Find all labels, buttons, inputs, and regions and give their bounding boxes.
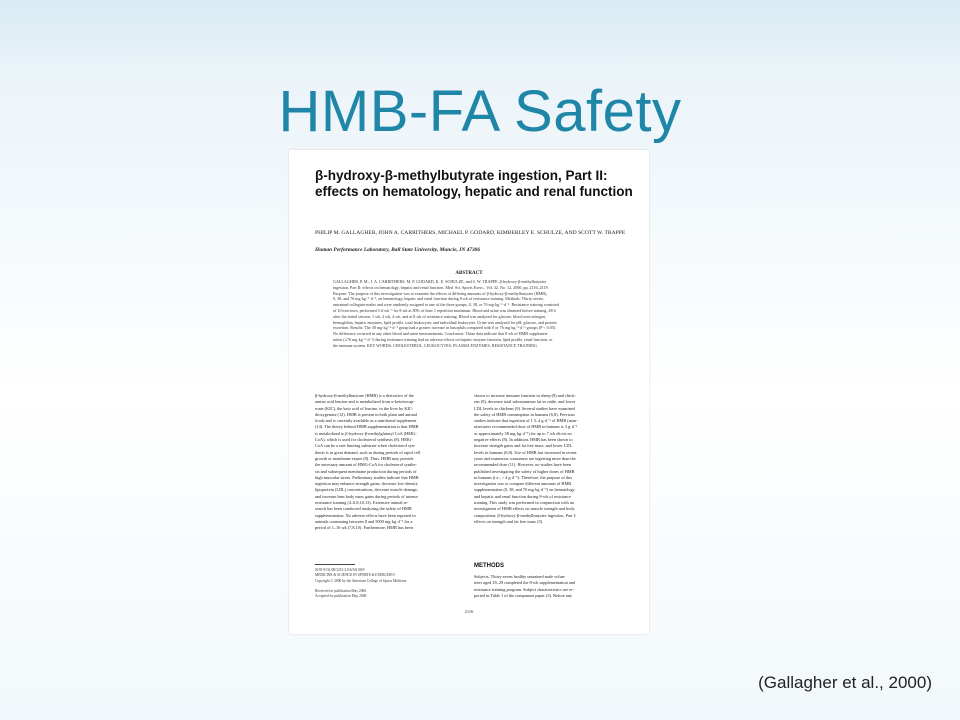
publication-meta [315,568,465,600]
body-text-line: recommended dose (11). However, no studies have been [474,462,571,468]
body-text-line: supplementation. No adverse effects have been reported in [315,512,416,518]
abstract-line: GALLAGHER, P. M., J. A. CARRITHERS, M. P. GODARD, K. E. SCHULZE, and S. W. TRAPPE. β-hydroxy-β-methylbutyrate [333,279,547,284]
body-text-line: investigation was to compare different amounts of HMB [474,481,572,487]
body-text-line: the safety of HMB consumption in humans (6,8). Previous [474,411,575,417]
body-text-line: resistance training (4–6,8,10,13). Extensive animal re- [315,500,409,506]
body-text-line: increase strength gains and fat free mass, and lower LDL [474,443,573,449]
abstract-line: excretion. Results: The 38 mg·kg⁻¹·d⁻¹ group had a greater increase in basophils compared with 0 or 76 mg·kg⁻¹·d⁻¹ groups (P < 0.05). [333,325,557,331]
abstract-line: tation (≤76 mg·kg⁻¹·d⁻¹) during resistance training had no adverse effects on hepatic enzyme function, lipid profile, renal function, or [333,336,553,342]
body-text-line: amino acid leucine and is metabolized from α-ketoisocap- [315,399,415,405]
methods-line: teers aged 18–29 completed the 8-wk supplementation and [474,580,576,586]
body-text-line: published investigating the safety of higher doses of HMB [474,468,575,474]
body-text-line: period of 1–16 wk (7,8,10). Furthermore, HMB has been [315,525,413,531]
body-text-line: animals consuming between 8 and 5000 mg·kg·d⁻¹ for a [315,518,413,524]
body-text-line: and hepatic and renal function during 8-wk of resistance [474,493,571,499]
body-text-line: ufacturers recommended dose of HMB in humans is 3 g·d⁻¹ [474,424,578,430]
abstract-line: the immune system. KEY WORDS: CHOLESTEROL, LEUKOCYTES, PLASMA ENZYMES, RESISTANCE TRAINING [333,342,538,348]
body-text-line: the necessary amount of HMG-CoA for cholesterol synthe- [315,462,417,468]
meta-line: Accepted for publication May 2000. [315,594,368,599]
abstract-line: of 10 exercises, performed 3 d·wk⁻¹ for 8 wk at 80% of their 1 repetition maximum. Blood and urine was obtained before training, 48 h [333,307,556,313]
footnote-rule [315,564,355,565]
citation: (Gallagher et al., 2000) [758,673,932,692]
body-text-line: (14). The theory behind HMB supplementation is that HMB [315,424,419,430]
body-text-line: thesis is in great demand, such as during periods of rapid cell [315,449,421,455]
abstract-line: after the initial session, 1 wk, 2 wk, 4 wk, and at 8 wk of resistance training. Blood was analyzed for glucose, blood urea nitrogen, [333,313,547,319]
body-text-line: dioxygenase (12). HMB is present in both plant and animal [315,411,417,417]
body-text-line: foods and is currently available as a nutritional supplement [315,418,417,424]
abstract-line: hemoglobin, hepatic enzymes, lipid profile, total leukocytes, and individual leukocytes. Urine was analyzed for pH, glucose, and protein [333,319,557,325]
body-text-line: in humans (i.e., > 4 g·d⁻¹). Therefore, the purpose of this [474,474,573,480]
methods-text [474,574,624,599]
methods-line: resistance training program. Subject characteristics are re- [474,586,574,592]
body-text-line: search has been conducted analyzing the safety of HMB [315,506,412,512]
abstract-line: Purpose: The purpose of this investigation was to examine the effects of differing amounts of β-hydroxy-β-methylbutyrate (HMB), [333,290,548,296]
body-text-line: years and numerous consumers are ingesting more than the [474,455,576,461]
methods-line: Subjects. Thirty-seven healthy untrained male volun- [474,574,566,579]
meta-line: MEDICINE & SCIENCE IN SPORTS & EXERCISE® [315,573,396,578]
slide-title: HMB-FA Safety [278,79,682,144]
methods-line: ported in Table 1 of the companion paper (3). Before any [474,592,573,598]
page-number: 2116 [464,609,474,614]
body-text-line: β-hydroxy-β-methylbutyrate (HMB) is a derivative of the [315,393,414,398]
paper-affiliation: Human Performance Laboratory, Ball State University, Muncie, IN 47306 [315,247,481,253]
body-text-line: effects on strength and fat free mass (3). [474,518,544,524]
body-text-line: or approximately 38 mg·kg·d⁻¹) for up to 7 wk elicits no [474,430,572,436]
body-column-right [474,393,624,525]
body-text-line: high muscular stress. Preliminary studies indicate that HMB [315,474,419,480]
meta-line: 0195-9131/00/3212-2116/3/0.00/0 [315,568,365,572]
body-text-line: is metabolized to β-hydroxy-β-methylglutaryl CoA (HMG- [315,430,417,436]
methods-heading: METHODS [474,563,504,569]
body-text-line: studies indicate that ingestion of 1.5–4 g·d⁻¹ of HMB (man- [474,418,578,424]
body-text-line: ens (9), decrease total subcutaneous fat in cattle, and lower [474,399,576,405]
body-text-line: LDL levels in chickens (9). Several studies have examined [474,405,575,411]
body-text-line: training. This study was performed in conjunction with an [474,500,574,506]
body-text-line: sis and subsequent membrane production during periods of [315,468,417,474]
abstract-line: No difference occurred in any other blood and urine measurements. Conclusion: These data indicate that 8 wk of HMB supplemen- [333,331,549,337]
body-text-line: and increase lean body mass gains during periods of intense [315,493,418,499]
body-text-line: composition: β-hydroxy-β-methylbutyrate ingestion, Part I: [474,512,577,518]
body-text-line: growth or membrane repair (8). Thus, HMB may provide [315,455,414,461]
abstract-heading: ABSTRACT [455,271,483,276]
body-text-line: levels in humans (6,8). Use of HMB has increased in recent [474,449,577,455]
body-text-line: supplementation (0, 38, and 76 mg·kg·d⁻¹) on hematology [474,487,575,493]
slide-background-band [0,0,960,70]
body-text-line: ingestion may enhance strength gains, decrease low-density [315,481,418,487]
body-text-line: lipoprotein (LDL) concentrations, decrease muscle damage, [315,487,418,493]
body-text-line: investigation of HMB effects on muscle strength and body [474,506,575,512]
body-text-line: CoA can be a rate limiting substrate when cholesterol syn- [315,443,416,449]
body-text-line: shown to increase immune function in sheep (8) and chick- [474,393,576,398]
paper-page-image [289,150,649,634]
meta-line: Copyright © 2000 by the American College of Sports Medicine [315,578,407,583]
meta-line: Received for publication May 2000. [315,589,367,594]
paper-authors: PHILIP M. GALLAGHER, JOHN A. CARRITHERS, MICHAEL P. GODARD, KIMBERLEY E. SCHULZE, AND SCOTT W. TRAPPE [315,230,626,236]
body-column-left [315,393,465,532]
body-text-line: negative effects (8). In addition, HMB has been shown to [474,437,573,443]
abstract-text [333,279,609,349]
body-text-line: roate (KIC), the keto acid of leucine, in the liver by KIC- [315,405,414,411]
body-text-line: CoA), which is used for cholesterol synthesis (8). HMG- [315,437,413,443]
abstract-line: 0, 38, and 76 mg·kg⁻¹·d⁻¹, on hematology, hepatic and renal function during 8 wk of resistance training. Methods: Thirty-seven, [333,296,544,302]
abstract-line: untrained collegiate males and were randomly assigned to one of the three groups, 0, 38, or 76 mg·kg⁻¹·d⁻¹. Resistance training consisted [333,302,559,308]
paper-title: β-hydroxy-β-methylbutyrate ingestion, Part II: effects on hematology, hepatic and renal function [315,168,633,199]
abstract-line: ingestion, Part II: effects on hematology, hepatic and renal function. Med. Sci. Sports Exerc., Vol. 32, No. 12, 2000, pp. 2116–2119. [333,284,549,290]
